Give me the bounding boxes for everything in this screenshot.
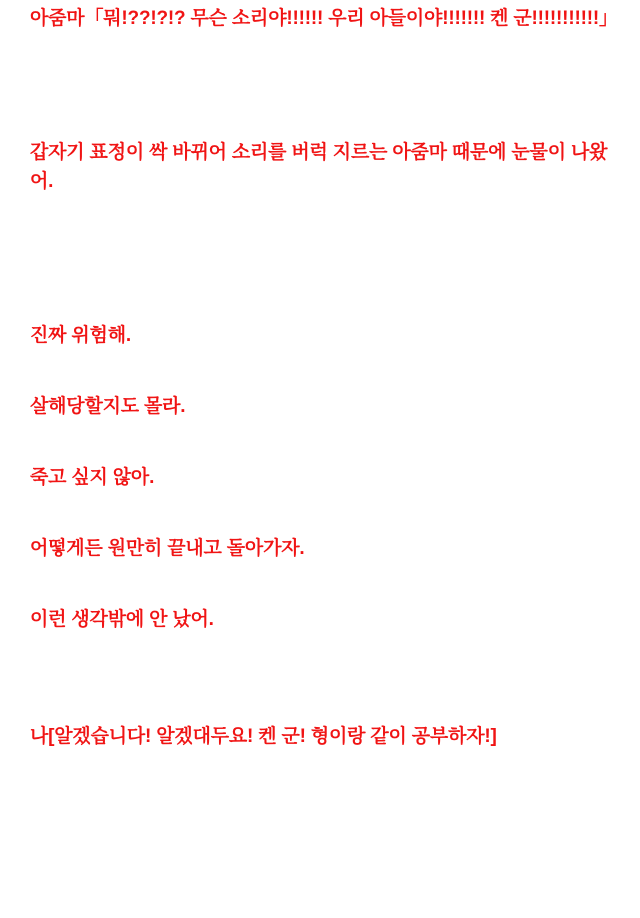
paragraph-6: 어떻게든 원만히 끝내고 돌아가자. [30,538,305,559]
paragraph-7: 이런 생각밖에 안 났어. [30,609,214,630]
spacer-6 [30,563,610,605]
spacer-2 [30,196,610,321]
paragraph-5: 죽고 싶지 않아. [30,467,155,488]
paragraph-2: 갑자기 표정이 싹 바뀌어 소리를 버럭 지르는 아줌마 때문에 눈물이 나왔어. [30,142,608,192]
spacer-1 [30,33,610,138]
spacer-4 [30,421,610,463]
paragraph-1: 아줌마「뭐!??!?!? 무슨 소리야!!!!!! 우리 아들이야!!!!!!! 켄 군!!!!!!!!!!!」 [30,8,618,29]
paragraph-8: 나[알겠습니다! 알겠대두요! 켄 군! 형이랑 같이 공부하자!] [30,726,497,747]
paragraph-4: 살해당할지도 몰라. [30,396,186,417]
spacer-7 [30,634,610,722]
spacer-3 [30,350,610,392]
spacer-5 [30,492,610,534]
paragraph-3: 진짜 위험해. [30,325,131,346]
